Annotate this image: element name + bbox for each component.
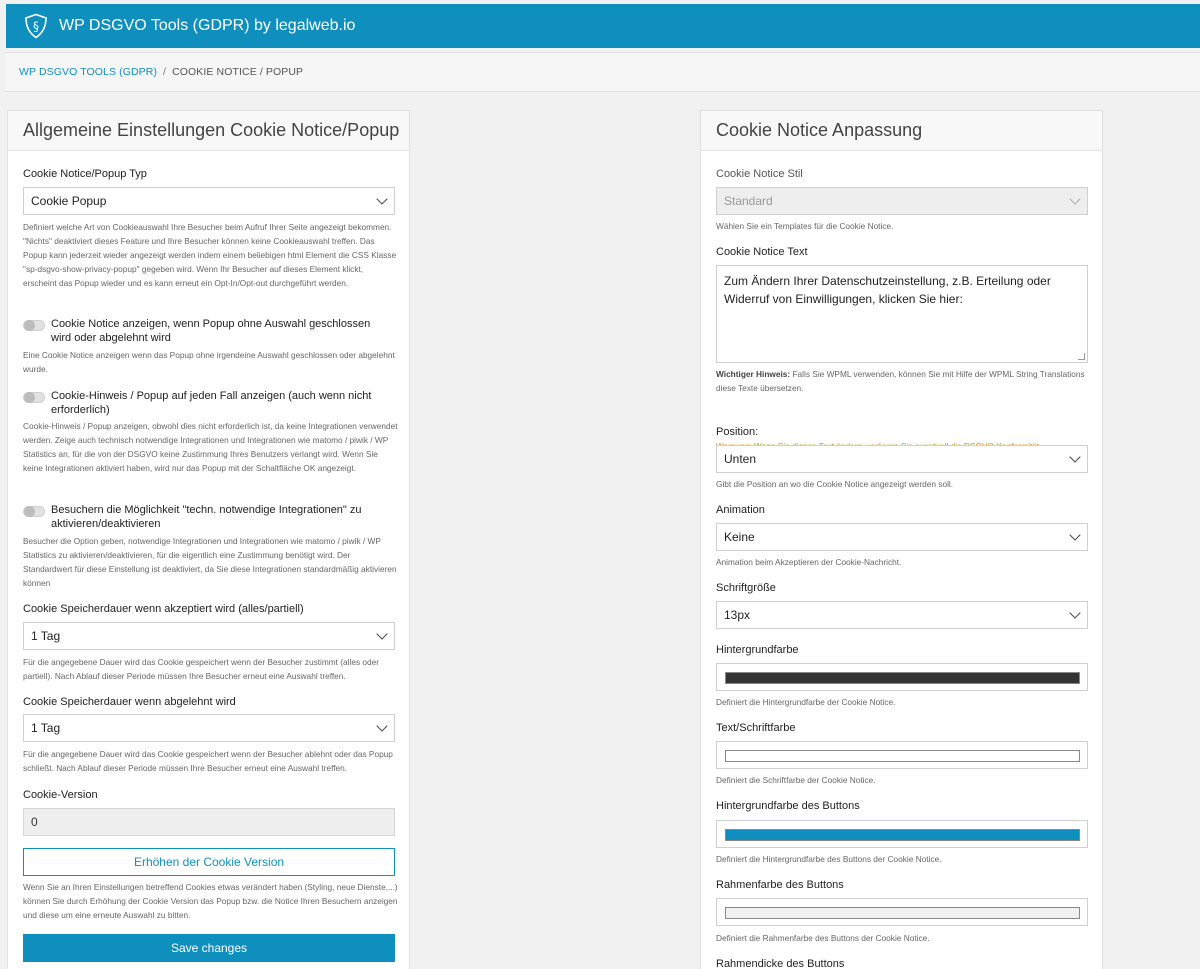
animation-help: Animation beim Akzeptieren der Cookie-Nachricht. (716, 557, 902, 567)
position-value: Unten (724, 452, 757, 466)
notice-style-select (716, 187, 1088, 215)
text-color-help: Definiert die Schriftfarbe der Cookie Notice. (716, 775, 876, 785)
breadcrumb-separator: / (163, 66, 167, 78)
breadcrumb-root-link[interactable]: WP DSGVO TOOLS (GDPR) (19, 66, 158, 78)
btn-bg-color-label: Hintergrundfarbe des Buttons (716, 800, 860, 812)
duration-accept-select[interactable] (23, 622, 395, 650)
duration-decline-select[interactable] (23, 714, 395, 742)
popup-type-value: Cookie Popup (31, 194, 107, 208)
chevron-down-icon (1069, 529, 1080, 540)
technical-integrations-toggle[interactable] (23, 506, 45, 517)
toggle-row-notice-on-close (23, 317, 391, 345)
duration-decline-help: Für die angegebene Dauer wird das Cookie gespeichert wenn der Besucher ablehnt oder das Popup schließt. Nach Ablauf dieser Periode müssen Ihre Besucher erneut eine Auswahl treffen. (23, 749, 393, 773)
text-color-label: Text/Schriftfarbe (716, 722, 796, 734)
notice-on-close-label: Cookie Notice anzeigen, wenn Popup ohne Auswahl geschlossen wird oder abgelehnt wird (51, 318, 371, 344)
position-select[interactable] (716, 445, 1088, 473)
animation-value: Keine (724, 530, 755, 544)
toggle-row-always-show (23, 389, 391, 417)
cookie-version-field (23, 808, 395, 836)
breadcrumb (6, 52, 1200, 92)
notice-style-value: Standard (724, 194, 773, 208)
btn-border-color-picker[interactable] (716, 898, 1088, 926)
position-help: Gibt die Position an wo die Cookie Notice angezeigt werden soll. (716, 479, 954, 489)
general-settings-panel (7, 110, 410, 969)
btn-border-color-swatch (725, 907, 1080, 919)
popup-type-select[interactable] (23, 187, 395, 215)
btn-bg-color-help: Definiert die Hintergrundfarbe des Buttons der Cookie Notice. (716, 854, 942, 864)
duration-decline-value: 1 Tag (31, 721, 61, 735)
duration-accept-help: Für die angegebene Dauer wird das Cookie gespeichert wenn der Besucher zustimmt (alles oder partiell). Nach Ablauf dieser Periode müssen Ihre Besucher erneut eine Auswahl treffen. (23, 657, 380, 681)
always-show-toggle[interactable] (23, 392, 45, 403)
chevron-down-icon (1069, 193, 1080, 204)
duration-accept-value: 1 Tag (31, 629, 61, 643)
cookie-notice-customization-panel (700, 110, 1103, 969)
notice-text-hint (716, 367, 1091, 395)
text-color-swatch (725, 750, 1080, 762)
cookie-version-label: Cookie-Version (23, 789, 98, 801)
popup-type-label: Cookie Notice/Popup Typ (23, 168, 147, 180)
toggle-knob (24, 506, 35, 517)
chevron-down-icon (1069, 451, 1080, 462)
font-size-select[interactable] (716, 601, 1088, 629)
hint-text: Falls Sie WPML verwenden, können Sie mit Hilfe der WPML String Translations diese Texte übersetzen. (716, 369, 1085, 393)
always-show-label: Cookie-Hinweis / Popup auf jeden Fall anzeigen (auch wenn nicht erforderlich) (51, 390, 372, 416)
shield-section-logo-icon (23, 13, 49, 39)
popup-type-help: Definiert welche Art von Cookieauswahl Ihre Besucher beim Aufruf Ihrer Seite angezeigt bekommen. "Nichts" deaktiviert dieses Feature und Ihre Besucher können keine Cookieauswahl treffen. Das Popup kann jederzeit wieder angezeigt werden indem einem beliebigen html Element die CSS Klasse "sp-dsgvo-show-privacy-popup" gegeben wird. Wenn Ihr Besucher auf dieses Element klickt, erscheint das Popup wieder und es kann erneut ein Opt-In/Opt-out durchgeführt werden. (23, 222, 397, 288)
svg-text:§: § (33, 19, 39, 34)
bg-color-picker[interactable] (716, 663, 1088, 691)
top-bar (6, 4, 1200, 48)
notice-text-label: Cookie Notice Text (716, 246, 808, 258)
chevron-down-icon (376, 720, 387, 731)
animation-label: Animation (716, 504, 765, 516)
bg-color-swatch (725, 672, 1080, 684)
technical-integrations-help: Besucher die Option geben, notwendige Integrationen und Integrationen wie matomo / piwik / WP Statistics zu aktivieren/deaktivieren, für die eigentlich eine Zustimmung benötigt wird. Der Standardwert für diese Einstellung ist deaktiviert, da Sie diese Integrationen standardmäßig aktivieren können (23, 536, 397, 588)
bg-color-help: Definiert die Hintergrundfarbe der Cookie Notice. (716, 697, 896, 707)
chevron-down-icon (376, 628, 387, 639)
notice-on-close-help: Eine Cookie Notice anzeigen wenn das Popup ohne irgendeine Auswahl geschlossen oder abgelehnt wurde. (23, 350, 395, 374)
btn-border-width-label: Rahmendicke des Buttons (716, 958, 845, 969)
customization-title: Cookie Notice Anpassung (701, 111, 1102, 151)
duration-accept-label: Cookie Speicherdauer wenn akzeptiert wird (alles/partiell) (23, 603, 304, 615)
notice-on-close-toggle[interactable] (23, 320, 45, 331)
btn-bg-color-swatch (725, 829, 1080, 841)
bg-color-label: Hintergrundfarbe (716, 644, 799, 656)
notice-style-help: Wählen Sie ein Templates für die Cookie Notice. (716, 221, 894, 231)
btn-border-color-help: Definiert die Rahmenfarbe des Buttons der Cookie Notice. (716, 933, 930, 943)
chevron-down-icon (1069, 607, 1080, 618)
resize-handle-icon[interactable] (1078, 353, 1085, 360)
hint-bold: Wichtiger Hinweis: (716, 369, 791, 379)
save-changes-button[interactable]: Save changes (23, 934, 395, 962)
text-color-picker[interactable] (716, 741, 1088, 769)
app-title: WP DSGVO Tools (GDPR) by legalweb.io (59, 17, 356, 34)
btn-border-color-label: Rahmenfarbe des Buttons (716, 879, 844, 891)
duration-decline-label: Cookie Speicherdauer wenn abgelehnt wird (23, 696, 236, 708)
increase-cookie-version-button[interactable]: Erhöhen der Cookie Version (23, 848, 395, 876)
btn-bg-color-picker[interactable] (716, 820, 1088, 848)
chevron-down-icon (376, 193, 387, 204)
font-size-label: Schriftgröße (716, 582, 776, 594)
toggle-knob (24, 392, 35, 403)
font-size-value: 13px (724, 608, 751, 622)
notice-style-label: Cookie Notice Stil (716, 168, 803, 180)
position-label: Position: (716, 426, 759, 438)
general-settings-title: Allgemeine Einstellungen Cookie Notice/Popup (8, 111, 409, 151)
notice-text-value: Zum Ändern Ihrer Datenschutzeinstellung, z.B. Erteilung oder Widerruf von Einwilligungen, klicken Sie hier: (724, 274, 1051, 306)
technical-integrations-label: Besuchern die Möglichkeit "techn. notwendige Integrationen" zu aktivieren/deaktivieren (51, 504, 362, 530)
breadcrumb-current: COOKIE NOTICE / POPUP (172, 66, 304, 78)
always-show-help: Cookie-Hinweis / Popup anzeigen, obwohl dies nicht erforderlich ist, da keine Integrationen verwendet werden. Zeige auch technisch notwendige Integrationen und Integrationen wie matomo / piwik / WP Statistics an, für die von der DSGVO keine Zustimmung Ihres Benutzers verlangt wird. Wenn Sie keine Integrationen aktiviert haben, wird nur das Popup mit der Schaltfläche OK angezeigt. (23, 421, 398, 473)
cookie-version-value: 0 (31, 815, 38, 829)
notice-text-textarea[interactable] (716, 265, 1088, 363)
toggle-knob (24, 320, 35, 331)
toggle-row-technical-integrations (23, 503, 391, 531)
cookie-version-help: Wenn Sie an Ihren Einstellungen betreffend Cookies etwas verändert haben (Styling, neue Dienste,...) können Sie durch Erhöhung der Cookie Version das Popup bzw. die Notice Ihren Besuchern anzeigen und diese um eine erneute Auswahl zu bitten. (23, 882, 398, 920)
animation-select[interactable] (716, 523, 1088, 551)
